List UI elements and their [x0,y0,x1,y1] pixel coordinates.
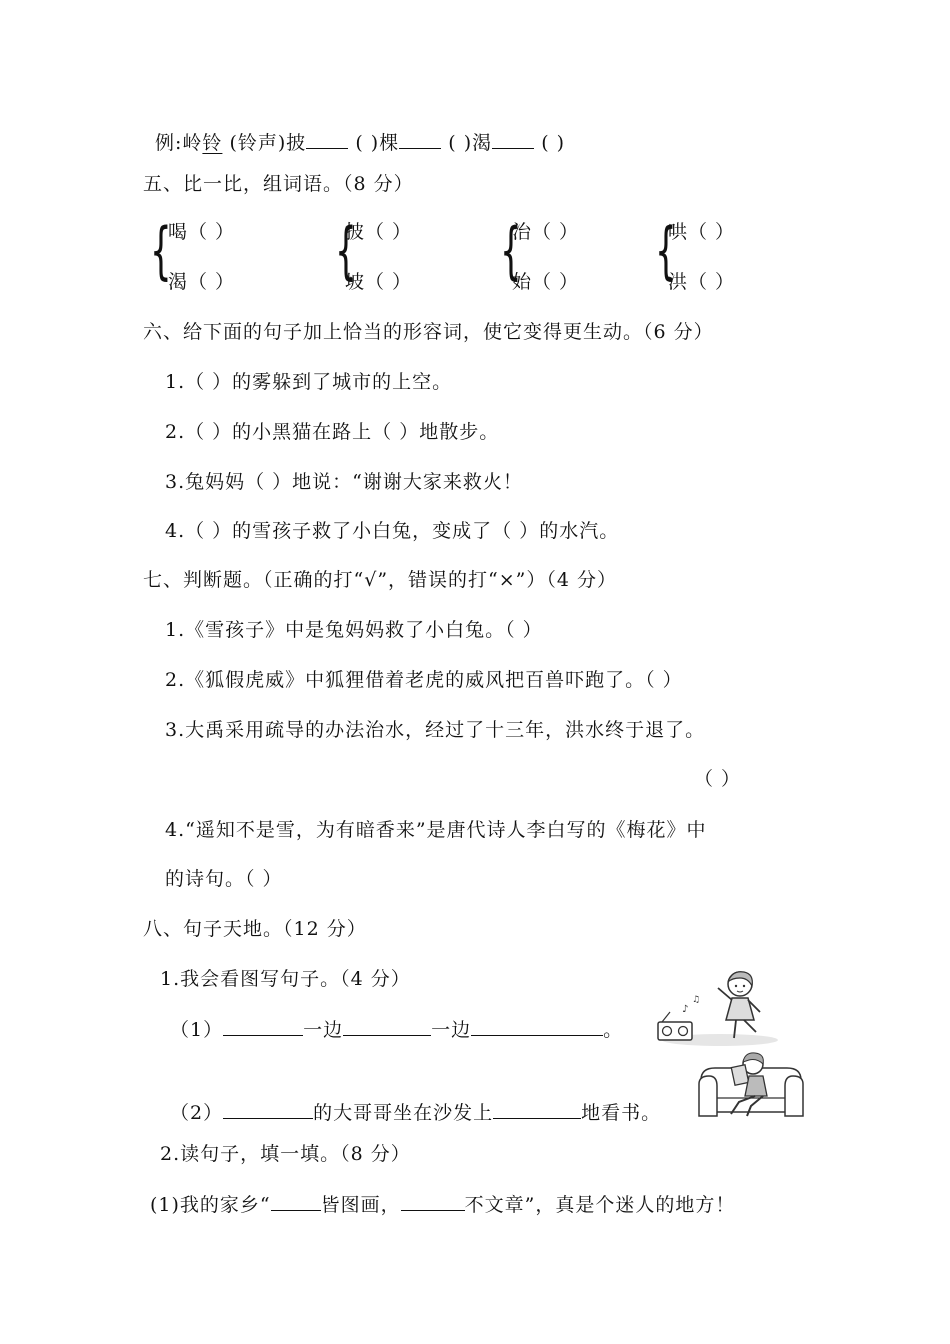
s6-item-1[interactable]: 1.（ ）的雾躲到了城市的上空。 [165,371,453,393]
section-5-heading: 五、比一比，组词语。（8 分） [143,173,414,195]
s7-item-4-cont[interactable]: 的诗句。（ ） [165,868,283,890]
girl-dancing-radio-illustration [652,968,782,1048]
s5-group-4-bottom[interactable]: 洪（ ） [668,271,736,293]
brace-icon: { [335,214,357,287]
example-prefix: 例:岭 [155,132,203,154]
q3-blank-2[interactable] [401,1192,465,1211]
q1-blank-1[interactable] [223,1017,303,1036]
s5-group-2-bottom[interactable]: 坡（ ） [345,271,413,293]
blank-3[interactable] [492,130,534,149]
s5-group-4-top[interactable]: 哄（ ） [668,221,736,243]
example-paren-1[interactable]: ( ) [355,132,380,154]
section-8-heading: 八、句子天地。（12 分） [143,918,367,940]
s8-q2-text-b: 地看书。 [581,1102,662,1124]
example-char-3: 渴 [472,132,493,154]
example-row [155,130,565,155]
s5-group-3-bottom[interactable]: 始（ ） [512,271,580,293]
example-char-1: 披 [286,132,307,154]
blank-2[interactable] [399,130,441,149]
q1-blank-3[interactable] [471,1017,603,1036]
brace-icon: { [150,214,172,287]
svg-text:♫: ♫ [692,995,701,1005]
blank-1[interactable] [306,130,348,149]
q2-blank-1[interactable] [223,1100,313,1119]
s6-item-4[interactable]: 4.（ ）的雪孩子救了小白兔，变成了（ ）的水汽。 [165,520,620,542]
example-word: (铃声) [229,132,287,154]
s5-group-1-bottom[interactable]: 渴（ ） [168,271,236,293]
s8-sub-2: 2.读句子，填一填。（8 分） [160,1143,411,1165]
s5-group-3-top[interactable]: 治（ ） [512,221,580,243]
s8-sub-1: 1.我会看图写句子。（4 分） [160,968,411,990]
s7-item-2[interactable]: 2.《狐假虎威》中狐狸借着老虎的威风把百兽吓跑了。（ ） [165,669,683,691]
s7-item-3: 3.大禹采用疏导的办法治水，经过了十三年，洪水终于退了。 [165,719,706,741]
s7-item-3-answer[interactable]: （ ） [694,768,742,790]
s8-q1-end: 。 [603,1019,624,1041]
q3-blank-1[interactable] [271,1192,321,1211]
s5-group-2-top[interactable]: 披（ ） [345,221,413,243]
q1-blank-2[interactable] [343,1017,431,1036]
s8-q1-text-b: 一边 [431,1019,472,1041]
example-fill: 铃 [202,132,223,154]
example-paren-3[interactable]: ( ) [541,132,566,154]
example-paren-2[interactable]: ( ) [448,132,473,154]
s8-q2-text-a: 的大哥哥坐在沙发上 [313,1102,494,1124]
s8-q3 [150,1192,735,1217]
s8-q3-text-a: 皆图画， [320,1194,401,1216]
example-char-2: 棵 [379,132,400,154]
s6-item-2[interactable]: 2.（ ）的小黑猫在路上（ ）地散步。 [165,421,500,443]
q2-blank-2[interactable] [493,1100,581,1119]
boy-reading-on-sofa-illustration [695,1050,807,1122]
s8-q3-start: (1)我的家乡“ [150,1194,271,1216]
s5-group-1-top[interactable]: 喝（ ） [168,221,236,243]
brace-icon: { [500,214,522,287]
s8-q2 [170,1100,661,1125]
s7-item-1[interactable]: 1.《雪孩子》中是兔妈妈救了小白兔。（ ） [165,619,543,641]
brace-icon: { [655,214,677,287]
s8-q3-text-b: 不文章”，真是个迷人的地方！ [464,1194,736,1216]
s8-q1-text-a: 一边 [303,1019,344,1041]
s8-q1-number: （1） [170,1019,224,1041]
section-7-heading: 七、判断题。（正确的打“√”，错误的打“×”）（4 分） [143,569,618,591]
svg-text:♪: ♪ [682,1004,689,1015]
s8-q2-number: （2） [170,1102,224,1124]
s7-item-4: 4.“遥知不是雪，为有暗香来”是唐代诗人李白写的《梅花》中 [165,819,707,841]
s6-item-3[interactable]: 3.兔妈妈（ ）地说：“谢谢大家来救火！ [165,471,523,493]
section-6-heading: 六、给下面的句子加上恰当的形容词，使它变得更生动。（6 分） [143,321,714,343]
s8-q1 [170,1017,623,1042]
